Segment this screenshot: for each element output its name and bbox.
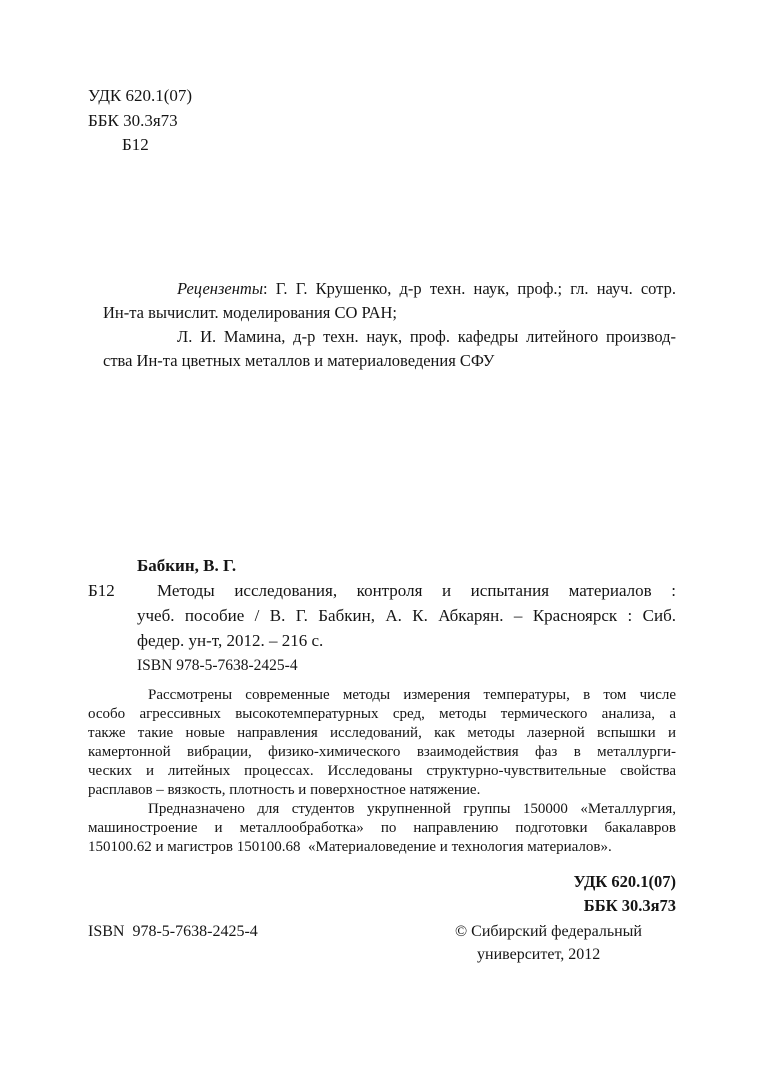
reviewer-1: : Г. Г. Крушенко, д-р техн. наук, проф.; гл. науч. сотр. bbox=[263, 279, 676, 298]
bbk-code: ББК 30.3я73 bbox=[88, 110, 178, 130]
annotation-line: ческих и литейных процессах. Исследованы структурно-чувствительные свойства bbox=[88, 763, 676, 779]
udc-code-bottom: УДК 620.1(07) bbox=[573, 872, 676, 891]
reviewers-line-3: Л. И. Мамина, д-р техн. наук, проф. кафедры литейного производ- bbox=[177, 327, 676, 346]
catalog-line-1: Методы исследования, контроля и испытания материалов : bbox=[157, 581, 676, 600]
annotation-line: также такие новые направления исследований, как методы лазерной вспышки и bbox=[88, 725, 676, 741]
annotation-line: камертонной вибрации, физико-химического взаимодействия фаз в металлурги- bbox=[88, 744, 676, 760]
annotation-line: расплавов – вязкость, плотность и поверхностное натяжение. bbox=[88, 782, 481, 798]
author-sign-code: Б12 bbox=[122, 135, 149, 154]
annotation-line: машиностроение и металлообработка» по направлению подготовки бакалавров bbox=[88, 820, 676, 836]
catalog-entry bbox=[88, 553, 676, 678]
catalog-isbn: ISBN 978-5-7638-2425-4 bbox=[137, 657, 298, 674]
catalog-line-2: учеб. пособие / В. Г. Бабкин, А. К. Абкарян. – Красноярск : Сиб. bbox=[137, 606, 676, 625]
annotation-block bbox=[88, 686, 676, 857]
copyright-line-2: университет, 2012 bbox=[477, 945, 601, 963]
catalog-code-b12: Б12 bbox=[88, 581, 115, 600]
catalog-line-3: федер. ун-т, 2012. – 216 с. bbox=[137, 631, 324, 650]
udc-code: УДК 620.1(07) bbox=[88, 86, 193, 105]
annotation-line: Предназначено для студентов укрупненной группы 150000 «Металлургия, bbox=[148, 801, 676, 817]
copyright-line-1: © Сибирский федеральный bbox=[455, 923, 642, 940]
top-classification-codes bbox=[88, 84, 192, 158]
annotation-line: Рассмотрены современные методы измерения температуры, в том числе bbox=[148, 687, 676, 703]
reviewers-label: Рецензенты bbox=[177, 279, 264, 298]
isbn-footer: ISBN 978-5-7638-2425-4 bbox=[88, 923, 258, 940]
catalog-author-heading: Бабкин, В. Г. bbox=[137, 556, 237, 575]
bbk-code-bottom: ББК 30.3я73 bbox=[583, 895, 676, 915]
reviewers-line-1 bbox=[103, 277, 676, 301]
reviewers-line-4: ства Ин-та цветных металлов и материаловедения СФУ bbox=[103, 351, 495, 370]
annotation-line: 150100.62 и магистров 150100.68 «Материаловедение и технология материалов». bbox=[88, 839, 612, 855]
reviewers-block bbox=[103, 277, 676, 373]
reviewers-line-2: Ин-та вычислит. моделирования СО РАН; bbox=[103, 303, 398, 322]
copyright-block bbox=[455, 921, 642, 966]
annotation-line: особо агрессивных высокотемпературных сред, методы термического анализа, а bbox=[88, 706, 676, 722]
bottom-classification-codes bbox=[88, 870, 676, 917]
